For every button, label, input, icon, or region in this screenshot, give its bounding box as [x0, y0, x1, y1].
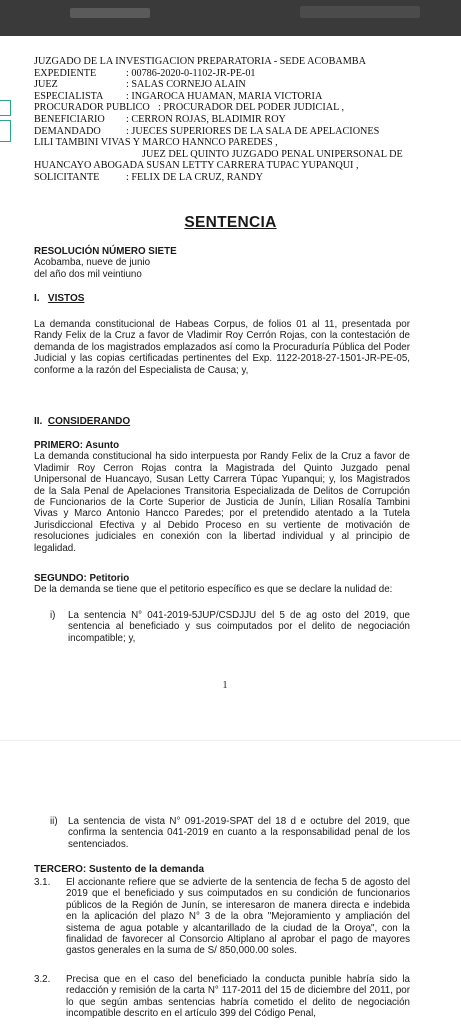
case-header	[34, 56, 454, 184]
primero-heading: PRIMERO: Asunto	[34, 440, 120, 451]
header-row: ESPECIALISTA : INGAROCA HUAMAN, MARIA VICTORIA	[34, 90, 323, 102]
header-row: BENEFICIARIO : CERRON ROJAS, BLADIMIR ROY	[34, 113, 286, 125]
segundo-paragraph: De la demanda se tiene que el petitorio específico es que se declare la nulidad de:	[34, 584, 393, 596]
header-row: PROCURADOR PUBLICO : PROCURADOR DEL PODER JUDICIAL ,	[34, 102, 345, 114]
court-name: JUZGADO DE LA INVESTIGACION PREPARATORIA - SEDE ACOBAMBA	[34, 56, 366, 67]
left-edge-decoration	[0, 90, 14, 150]
edge-bracket-icon	[0, 100, 11, 116]
tercero-heading: TERCERO: Sustento de la demanda	[34, 864, 205, 875]
page-break	[0, 740, 461, 741]
top-bar-blur-left	[70, 8, 150, 18]
segundo-block	[34, 573, 410, 596]
primero-paragraph: La demanda constitucional ha sido interpuesta por Randy Felix de la Cruz a favor de Vladimir Roy Cerron Rojas contra la Magistrada del Quinto Juzgado penal Unipersonal de Huancayo, Susan Letty Carrera Túpac Yupanqui; y, los Magistrados de la Sala Penal de Apelaciones Transitoria Especializada de Delitos de Corrupción de Funcionarios de la Corte Superior de Justicia de Junín, Lilian Rosalía Tambini Vivas y Marco Antonio Hancco Paredes; por el pretendido atentado a la Tutela Jurisdiccional Efectiva y al Debido Proceso en su vertiente de motivación de resoluciones judiciales en conexión con la libertad individual y al principio de legalidad.	[34, 451, 410, 554]
list-marker: ii)	[50, 816, 58, 827]
edge-bracket-icon	[0, 120, 11, 142]
page-number: 1	[222, 680, 228, 691]
segundo-heading: SEGUNDO: Petitorio	[34, 573, 130, 584]
top-bar-blur-right	[300, 6, 420, 18]
header-line: LILI TAMBINI VIVAS Y MARCO HANNCO PAREDES ,	[34, 137, 278, 149]
section-heading-considerando: II. CONSIDERANDO	[34, 416, 131, 427]
header-row: JUEZ : SALAS CORNEJO ALAIN	[34, 79, 246, 91]
header-row: SOLICITANTE : FELIX DE LA CRUZ, RANDY	[34, 171, 263, 183]
header-row: EXPEDIENTE : 00786-2020-0-1102-JR-PE-01	[34, 67, 256, 79]
primero-block	[34, 440, 410, 554]
header-line: HUANCAYO ABOGADA SUSAN LETTY CARRERA TUPAC YUPANQUI ,	[34, 160, 359, 172]
resolution-date-line: Acobamba, nueve de junio	[34, 257, 151, 269]
list-item: La sentencia de vista N° 091-2019-SPAT del 18 d e octubre del 2019, que confirma la sentencia 041-2019 en cuanto a la responsabilidad penal de los sentenciados.	[68, 816, 410, 850]
document-title: SENTENCIA	[184, 214, 277, 231]
header-line: JUEZ DEL QUINTO JUZGADO PENAL UNIPERSONAL DE	[142, 148, 403, 160]
resolution-block	[34, 246, 410, 280]
list-marker: i)	[50, 610, 56, 621]
paragraph-3-2: Precisa que en el caso del beneficiado la conducta punible habría sido la redacción y remisión de la carta N° 117-2011 del 15 de diciembre del 2011, por lo que según ambas sentencias habría cometido el delito de negociación incompatible descrito en el artículo 399 del Código Penal,	[66, 974, 410, 1020]
paragraph-3-1: El accionante refiere que se advierte de la sentencia de fecha 5 de agosto del 2019 que el beneficiado y sus coimputados en su condición de funcionarios públicos de la Región de Junín, se interesaron de manera directa e indebida en la aplicación del plazo N° 3 de la obra "Mejoramiento y ampliación del sistema de agua potable y alcantarillado de la ciudad de la Oroya", con la finalidad de favorecer al Consorcio Altiplano al aprobar el pago de mayores gastos generales en la suma de S/ 850,000.00 soles.	[66, 877, 410, 957]
paragraph-number: 3.2.	[34, 974, 51, 985]
section-heading-vistos: I. VISTOS	[34, 293, 85, 304]
header-row: DEMANDADO : JUECES SUPERIORES DE LA SALA DE APELACIONES	[34, 125, 380, 137]
vistos-paragraph: La demanda constitucional de Habeas Corpus, de folios 01 al 11, presentada por Randy Felix de la Cruz a favor de Vladimir Roy Cerrón Rojas, con la contestación de demanda de los magistrados emplazados así como la Procuraduría Pública del Poder Judicial y las copias certificadas pertinentes del Exp. 1122-2018-27-1501-JR-PE-05, conforme a la razón del Especialista de Causa; y,	[34, 319, 410, 376]
list-item: La sentencia N° 041-2019-5JUP/CSDJJU del 5 de ag osto del 2019, que sentencia al beneficiado y sus coimputados por el delito de negociación incompatible; y,	[68, 610, 410, 644]
paragraph-number: 3.1.	[34, 877, 51, 888]
resolution-date-line: del año dos mil veintiuno	[34, 268, 142, 280]
top-dark-bar	[0, 0, 461, 36]
resolution-heading: RESOLUCIÓN NÚMERO SIETE	[34, 246, 177, 257]
